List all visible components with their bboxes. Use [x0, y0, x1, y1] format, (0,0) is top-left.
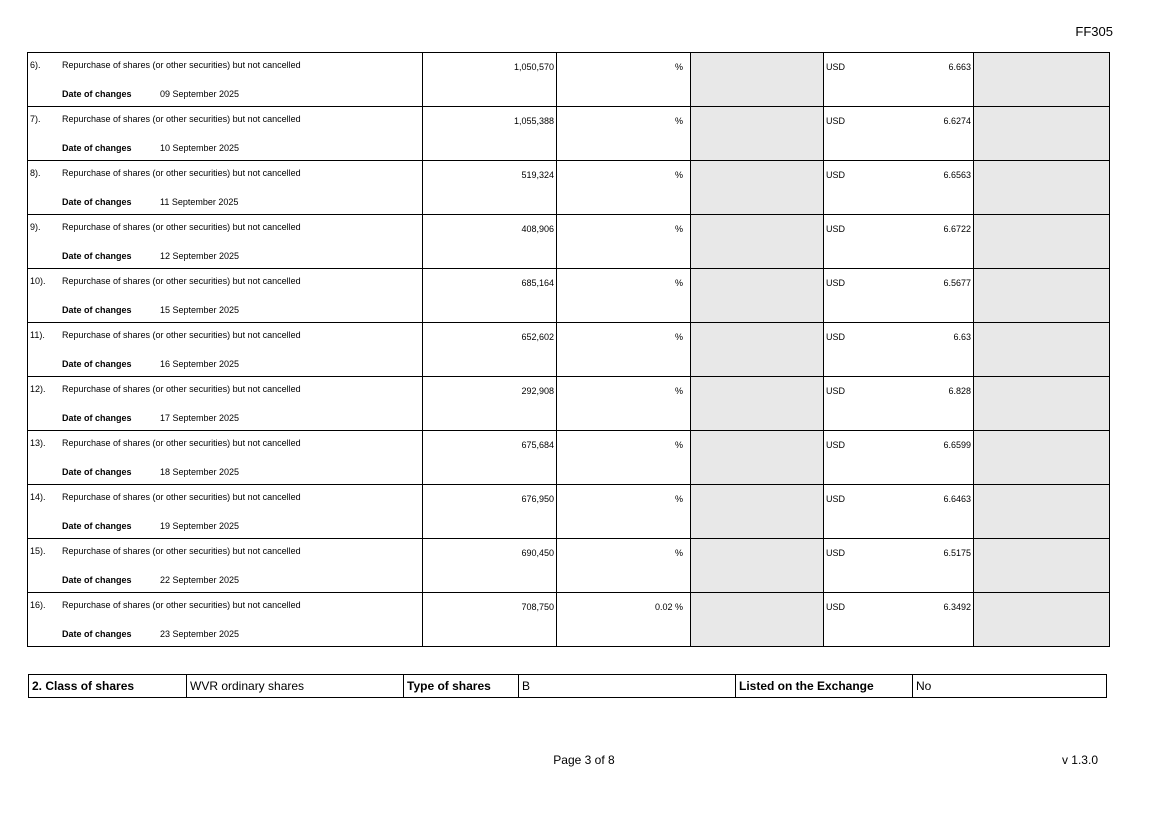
- price-value: 6.828: [948, 386, 971, 396]
- form-code: FF305: [1075, 24, 1113, 39]
- percentage-value: %: [674, 548, 683, 558]
- table-row: [28, 53, 1110, 107]
- row-description: Repurchase of shares (or other securities) but not cancelled: [62, 168, 301, 178]
- row-description: Repurchase of shares (or other securities) but not cancelled: [62, 330, 301, 340]
- number-of-shares: 1,055,388: [513, 116, 554, 126]
- date-of-changes-label: Date of changes: [62, 89, 132, 99]
- percentage-cell: [557, 107, 691, 161]
- shaded-cell: [974, 107, 1110, 161]
- number-of-shares: 1,050,570: [513, 62, 554, 72]
- price-cell: [824, 53, 974, 107]
- table-row: [28, 431, 1110, 485]
- repurchase-table: [27, 52, 1110, 647]
- percentage-cell: [557, 485, 691, 539]
- date-of-changes-label: Date of changes: [62, 575, 132, 585]
- percentage-value: %: [674, 116, 683, 126]
- date-of-changes-value: 16 September 2025: [160, 359, 240, 369]
- number-cell: [423, 215, 557, 269]
- row-index: 10).: [30, 276, 46, 286]
- description-cell: [28, 377, 423, 431]
- number-cell: [423, 161, 557, 215]
- price-cell: [824, 269, 974, 323]
- type-of-shares-label: Type of shares: [404, 675, 519, 698]
- shaded-cell: [974, 485, 1110, 539]
- number-cell: [423, 323, 557, 377]
- date-of-changes-label: Date of changes: [62, 305, 132, 315]
- date-of-changes-value: 23 September 2025: [160, 629, 240, 639]
- percentage-value: %: [674, 224, 683, 234]
- price-value: 6.6463: [943, 494, 971, 504]
- date-of-changes-value: 19 September 2025: [160, 521, 240, 531]
- currency-code: USD: [826, 116, 846, 126]
- percentage-value: %: [674, 170, 683, 180]
- row-index: 14).: [30, 492, 46, 502]
- class-of-shares-label: 2. Class of shares: [29, 675, 187, 698]
- currency-code: USD: [826, 278, 846, 288]
- shaded-cell: [691, 593, 824, 647]
- currency-code: USD: [826, 62, 846, 72]
- currency-code: USD: [826, 548, 846, 558]
- price-value: 6.5677: [943, 278, 971, 288]
- number-of-shares: 690,450: [521, 548, 554, 558]
- table-row: [28, 593, 1110, 647]
- shaded-cell: [691, 377, 824, 431]
- row-description: Repurchase of shares (or other securities) but not cancelled: [62, 114, 301, 124]
- number-cell: [423, 539, 557, 593]
- currency-code: USD: [826, 170, 846, 180]
- price-cell: [824, 107, 974, 161]
- number-of-shares: 685,164: [521, 278, 554, 288]
- number-of-shares: 408,906: [521, 224, 554, 234]
- date-of-changes-value: 18 September 2025: [160, 467, 240, 477]
- table-row: [28, 161, 1110, 215]
- table-row: [28, 485, 1110, 539]
- date-of-changes-label: Date of changes: [62, 197, 132, 207]
- percentage-value: %: [674, 494, 683, 504]
- number-of-shares: 519,324: [521, 170, 554, 180]
- percentage-cell: [557, 431, 691, 485]
- number-of-shares: 676,950: [521, 494, 554, 504]
- description-cell: [28, 539, 423, 593]
- currency-code: USD: [826, 440, 846, 450]
- percentage-cell: [557, 377, 691, 431]
- shaded-cell: [974, 269, 1110, 323]
- currency-code: USD: [826, 386, 846, 396]
- class-of-shares-table: [28, 674, 1107, 698]
- row-index: 11).: [30, 330, 45, 340]
- date-of-changes-label: Date of changes: [62, 413, 132, 423]
- row-description: Repurchase of shares (or other securities) but not cancelled: [62, 492, 301, 502]
- shaded-cell: [974, 539, 1110, 593]
- shaded-cell: [691, 53, 824, 107]
- table-row: [28, 107, 1110, 161]
- number-cell: [423, 485, 557, 539]
- currency-code: USD: [826, 224, 846, 234]
- date-of-changes-value: 12 September 2025: [160, 251, 240, 261]
- number-of-shares: 675,684: [521, 440, 554, 450]
- currency-code: USD: [826, 602, 846, 612]
- percentage-cell: [557, 215, 691, 269]
- class-of-shares-value: WVR ordinary shares: [187, 675, 404, 698]
- listed-label: Listed on the Exchange: [736, 675, 913, 698]
- row-description: Repurchase of shares (or other securities) but not cancelled: [62, 276, 301, 286]
- description-cell: [28, 431, 423, 485]
- row-description: Repurchase of shares (or other securities) but not cancelled: [62, 438, 301, 448]
- price-value: 6.6599: [943, 440, 971, 450]
- row-index: 8).: [30, 168, 41, 178]
- description-cell: [28, 107, 423, 161]
- shaded-cell: [974, 53, 1110, 107]
- date-of-changes-value: 09 September 2025: [160, 89, 240, 99]
- shaded-cell: [691, 107, 824, 161]
- number-of-shares: 652,602: [521, 332, 554, 342]
- percentage-cell: [557, 269, 691, 323]
- percentage-cell: [557, 323, 691, 377]
- price-value: 6.3492: [943, 602, 971, 612]
- date-of-changes-label: Date of changes: [62, 521, 132, 531]
- shaded-cell: [691, 323, 824, 377]
- listed-value: No: [913, 675, 1107, 698]
- percentage-cell: [557, 539, 691, 593]
- number-cell: [423, 593, 557, 647]
- date-of-changes-value: 10 September 2025: [160, 143, 240, 153]
- percentage-value: 0.02 %: [654, 602, 683, 612]
- price-cell: [824, 593, 974, 647]
- number-cell: [423, 377, 557, 431]
- row-index: 9).: [30, 222, 41, 232]
- description-cell: [28, 215, 423, 269]
- type-of-shares-value: B: [519, 675, 736, 698]
- price-cell: [824, 539, 974, 593]
- table-row: [28, 215, 1110, 269]
- price-value: 6.63: [953, 332, 971, 342]
- price-value: 6.6722: [943, 224, 971, 234]
- date-of-changes-value: 15 September 2025: [160, 305, 240, 315]
- percentage-value: %: [674, 332, 683, 342]
- price-cell: [824, 485, 974, 539]
- description-cell: [28, 593, 423, 647]
- date-of-changes-value: 11 September 2025: [160, 197, 239, 207]
- description-cell: [28, 485, 423, 539]
- percentage-value: %: [674, 440, 683, 450]
- table-row: [28, 377, 1110, 431]
- date-of-changes-value: 22 September 2025: [160, 575, 240, 585]
- price-cell: [824, 431, 974, 485]
- row-description: Repurchase of shares (or other securities) but not cancelled: [62, 60, 301, 70]
- description-cell: [28, 323, 423, 377]
- shaded-cell: [691, 269, 824, 323]
- number-cell: [423, 269, 557, 323]
- class-of-shares-row: [29, 675, 1107, 698]
- price-value: 6.6563: [943, 170, 971, 180]
- price-cell: [824, 323, 974, 377]
- shaded-cell: [691, 431, 824, 485]
- row-index: 15).: [30, 546, 46, 556]
- row-index: 7).: [30, 114, 41, 124]
- date-of-changes-label: Date of changes: [62, 251, 132, 261]
- date-of-changes-label: Date of changes: [62, 143, 132, 153]
- percentage-cell: [557, 593, 691, 647]
- row-description: Repurchase of shares (or other securities) but not cancelled: [62, 384, 301, 394]
- date-of-changes-label: Date of changes: [62, 359, 132, 369]
- row-description: Repurchase of shares (or other securities) but not cancelled: [62, 546, 301, 556]
- percentage-value: %: [674, 278, 683, 288]
- shaded-cell: [691, 485, 824, 539]
- shaded-cell: [974, 593, 1110, 647]
- price-cell: [824, 377, 974, 431]
- shaded-cell: [974, 431, 1110, 485]
- table-row: [28, 269, 1110, 323]
- description-cell: [28, 161, 423, 215]
- shaded-cell: [974, 323, 1110, 377]
- description-cell: [28, 53, 423, 107]
- percentage-cell: [557, 53, 691, 107]
- number-cell: [423, 53, 557, 107]
- percentage-cell: [557, 161, 691, 215]
- row-description: Repurchase of shares (or other securities) but not cancelled: [62, 600, 301, 610]
- page-number: Page 3 of 8: [553, 753, 615, 767]
- row-index: 13).: [30, 438, 46, 448]
- price-value: 6.5175: [943, 548, 971, 558]
- shaded-cell: [691, 161, 824, 215]
- date-of-changes-value: 17 September 2025: [160, 413, 240, 423]
- row-index: 16).: [30, 600, 46, 610]
- description-cell: [28, 269, 423, 323]
- currency-code: USD: [826, 332, 846, 342]
- price-cell: [824, 161, 974, 215]
- price-cell: [824, 215, 974, 269]
- shaded-cell: [691, 215, 824, 269]
- number-cell: [423, 431, 557, 485]
- currency-code: USD: [826, 494, 846, 504]
- table-row: [28, 539, 1110, 593]
- number-of-shares: 708,750: [521, 602, 554, 612]
- version: v 1.3.0: [1061, 753, 1098, 767]
- shaded-cell: [691, 539, 824, 593]
- price-value: 6.6274: [943, 116, 971, 126]
- row-index: 6).: [30, 60, 41, 70]
- row-description: Repurchase of shares (or other securities) but not cancelled: [62, 222, 301, 232]
- shaded-cell: [974, 377, 1110, 431]
- number-cell: [423, 107, 557, 161]
- table-row: [28, 323, 1110, 377]
- shaded-cell: [974, 161, 1110, 215]
- price-value: 6.663: [948, 62, 971, 72]
- row-index: 12).: [30, 384, 46, 394]
- number-of-shares: 292,908: [521, 386, 554, 396]
- date-of-changes-label: Date of changes: [62, 467, 132, 477]
- percentage-value: %: [674, 62, 683, 72]
- date-of-changes-label: Date of changes: [62, 629, 132, 639]
- percentage-value: %: [674, 386, 683, 396]
- shaded-cell: [974, 215, 1110, 269]
